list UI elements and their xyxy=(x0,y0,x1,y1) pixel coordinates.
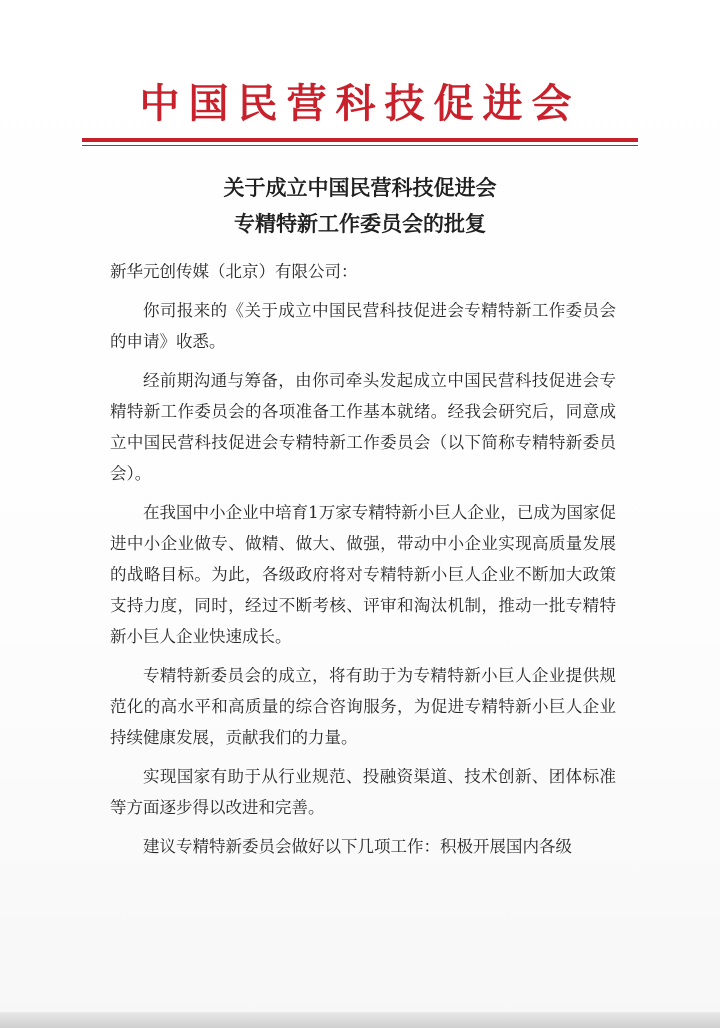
document-title xyxy=(82,170,638,242)
document-body xyxy=(110,256,616,870)
masthead-rule-thin xyxy=(82,145,638,146)
paragraph-5: 实现国家有助于从行业规范、投融资渠道、技术创新、团体标准等方面逐步得以改进和完善。 xyxy=(110,767,616,817)
page-bottom-edge xyxy=(0,1012,720,1028)
title-line-1: 关于成立中国民营科技促进会 xyxy=(223,175,497,200)
paragraph-1: 你司报来的《关于成立中国民营科技促进会专精特新工作委员会的申请》收悉。 xyxy=(110,301,616,351)
org-masthead: 中国民营科技促进会 xyxy=(139,80,581,127)
paragraph-3: 在我国中小企业中培育1万家专精特新小巨人企业，已成为国家促进中小企业做专、做精、做大、做强，带动中小企业实现高质量发展的战略目标。为此，各级政府将对专精特新小巨人企业不断加大政策支持力度，同时，经过不断考核、评审和淘汰机制，推动一批专精特新小巨人企业快速成长。 xyxy=(110,503,616,646)
title-line-2: 专精特新工作委员会的批复 xyxy=(234,211,486,236)
paragraph-4: 专精特新委员会的成立，将有助于为专精特新小巨人企业提供规范化的高水平和高质量的综合咨询服务，为促进专精特新小巨人企业持续健康发展，贡献我们的力量。 xyxy=(110,666,616,747)
paragraph-6: 建议专精特新委员会做好以下几项工作：积极开展国内各级 xyxy=(143,837,572,856)
recipient-line: 新华元创传媒（北京）有限公司： xyxy=(110,262,358,281)
paragraph-2: 经前期沟通与筹备，由你司牵头发起成立中国民营科技促进会专精特新工作委员会的各项准备工作基本就绪。经我会研究后，同意成立中国民营科技促进会专精特新工作委员会（以下简称专精特新委员会）。 xyxy=(110,371,616,483)
masthead-rule-thick xyxy=(82,138,638,142)
